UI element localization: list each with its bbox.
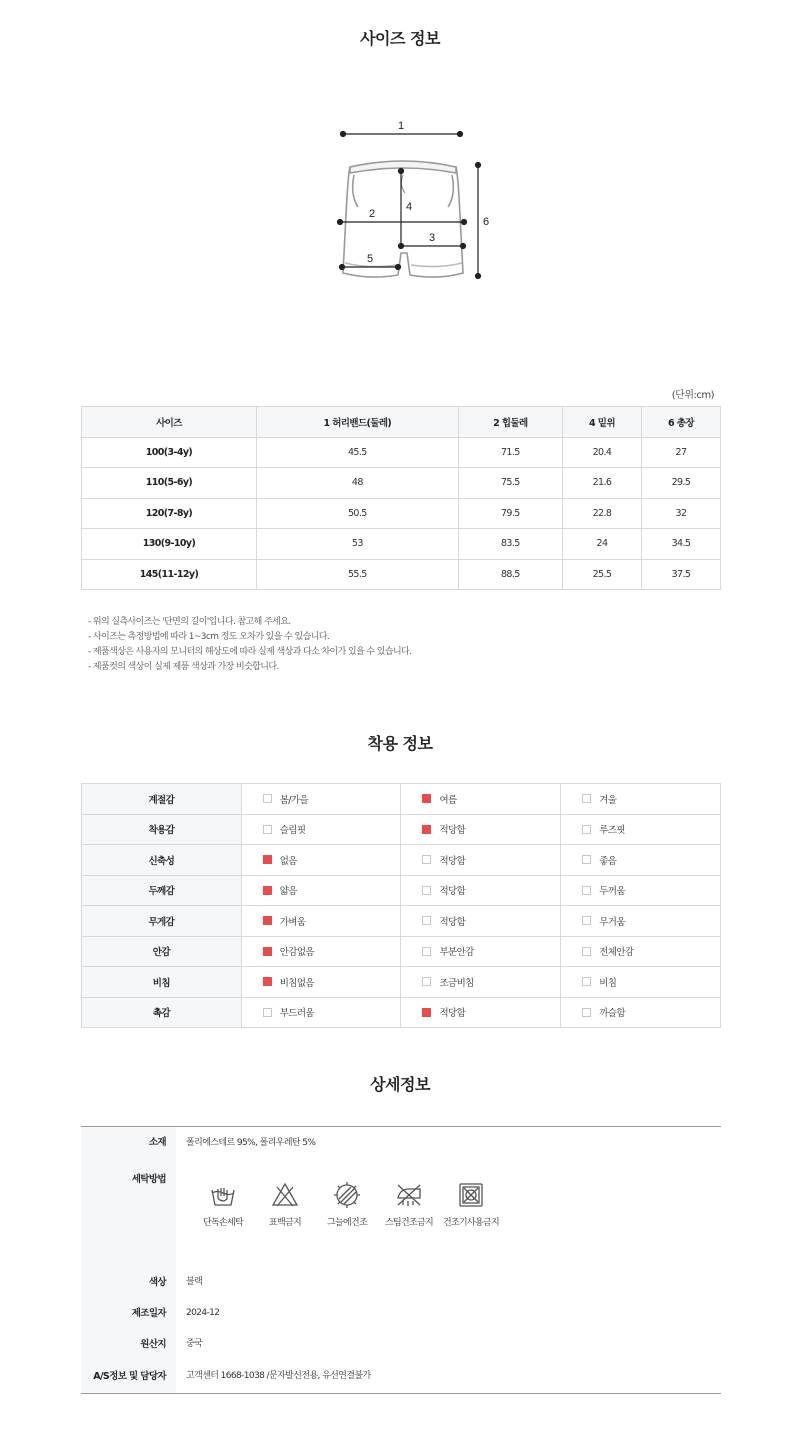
size-table — [81, 406, 721, 590]
fit-row — [82, 936, 721, 967]
detail-row-material — [81, 1127, 721, 1159]
cell-value: 32 — [641, 498, 720, 529]
no-bleach-item — [254, 1181, 316, 1228]
header-hip: 2 힙둘레 — [458, 407, 562, 438]
fit-option-label: 봄/가을 — [279, 794, 309, 806]
origin-label: 원산지 — [81, 1329, 176, 1360]
fit-option — [561, 814, 721, 845]
cell-value: 45.5 — [256, 437, 458, 468]
cell-value: 34.5 — [641, 529, 720, 560]
fit-option-label: 없음 — [279, 855, 297, 867]
checked-box-icon — [263, 977, 272, 986]
fit-option-label: 무거움 — [599, 916, 625, 928]
header-waistband: 1 허리밴드(둘레) — [256, 407, 458, 438]
size-table-header — [82, 407, 721, 438]
fit-option — [241, 845, 401, 876]
unchecked-box-icon — [582, 947, 591, 956]
checked-box-icon — [263, 916, 272, 925]
fit-row — [82, 814, 721, 845]
fit-row-label: 비침 — [82, 967, 242, 998]
fit-option-label: 두꺼움 — [599, 886, 625, 898]
fit-option-label: 좋음 — [599, 855, 617, 867]
wash-item-label: 그늘에건조 — [327, 1218, 367, 1228]
detail-info-title: 상세정보 — [370, 1075, 430, 1094]
fit-option — [561, 875, 721, 906]
detail-row-origin — [81, 1329, 721, 1360]
cell-value: 48 — [256, 468, 458, 499]
fit-option — [401, 814, 561, 845]
checked-box-icon — [263, 886, 272, 895]
wash-label: 세탁방법 — [81, 1159, 176, 1267]
fit-row — [82, 997, 721, 1028]
cell-value: 21.6 — [562, 468, 641, 499]
fit-option — [401, 784, 561, 815]
fit-row — [82, 875, 721, 906]
detail-row-color — [81, 1267, 721, 1298]
fit-row — [82, 784, 721, 815]
note-line: - 사이즈는 측정방법에 따라 1~3cm 정도 오차가 있을 수 있습니다. — [88, 632, 330, 642]
unit-label: (단위:cm) — [671, 390, 714, 401]
unchecked-box-icon — [582, 1008, 591, 1017]
cell-value: 55.5 — [256, 559, 458, 590]
hand-wash-icon — [209, 1181, 237, 1209]
cell-value: 22.8 — [562, 498, 641, 529]
note-line: - 위의 실측사이즈는 '단면의 길이'입니다. 참고해 주세요. — [88, 617, 291, 627]
unchecked-box-icon — [263, 1008, 272, 1017]
table-row — [82, 498, 721, 529]
note-line: - 제품색상은 사용자의 모니터의 해상도에 따라 실제 색상과 다소 차이가 있을 수 있습니다. — [88, 647, 412, 657]
diagram-label-6: 6 — [482, 216, 490, 228]
fit-option-label: 여름 — [439, 794, 457, 806]
fit-option — [241, 936, 401, 967]
wash-item-label: 단독손세탁 — [203, 1218, 243, 1228]
fit-option-label: 안감없음 — [279, 947, 315, 959]
date-value: 2024-12 — [186, 1308, 220, 1318]
cell-value: 71.5 — [458, 437, 562, 468]
fit-option — [561, 845, 721, 876]
cell-size: 130(9-10y) — [82, 529, 257, 560]
material-value: 폴리에스테르 95%, 폴리우레탄 5% — [186, 1138, 316, 1148]
unchecked-box-icon — [422, 977, 431, 986]
table-row — [82, 529, 721, 560]
diagram-label-4: 4 — [405, 201, 413, 213]
fit-option-label: 적당함 — [439, 886, 466, 898]
diagram-label-1: 1 — [397, 120, 405, 132]
fit-option-label: 적당함 — [439, 916, 466, 928]
unchecked-box-icon — [422, 916, 431, 925]
table-row — [82, 437, 721, 468]
fit-option-label: 전체안감 — [599, 947, 634, 959]
header-rise: 4 밑위 — [562, 407, 641, 438]
table-row — [82, 468, 721, 499]
fit-option — [401, 967, 561, 998]
origin-value: 중국 — [186, 1339, 203, 1349]
unchecked-box-icon — [422, 855, 431, 864]
checked-box-icon — [263, 947, 272, 956]
fit-option-label: 비침 — [599, 977, 617, 989]
wash-item-label: 스팀건조금지 — [385, 1218, 433, 1228]
checked-box-icon — [422, 794, 431, 803]
checked-box-icon — [263, 855, 272, 864]
fit-option — [401, 997, 561, 1028]
unchecked-box-icon — [582, 855, 591, 864]
cell-value: 53 — [256, 529, 458, 560]
fit-row-label: 두께감 — [82, 875, 242, 906]
detail-row-date — [81, 1298, 721, 1329]
fit-option-label: 슬림핏 — [279, 825, 306, 837]
fit-option — [401, 875, 561, 906]
fit-info-title: 착용 정보 — [367, 734, 433, 753]
unchecked-box-icon — [263, 794, 272, 803]
diagram-label-5: 5 — [366, 253, 374, 265]
cell-value: 25.5 — [562, 559, 641, 590]
cell-value: 20.4 — [562, 437, 641, 468]
shorts-measurement-diagram — [330, 115, 500, 290]
fit-row — [82, 967, 721, 998]
fit-option — [241, 906, 401, 937]
unchecked-box-icon — [582, 825, 591, 834]
no-steam-iron-item — [378, 1181, 440, 1228]
shade-dry-icon — [333, 1181, 361, 1209]
table-row — [82, 559, 721, 590]
fit-row-label: 안감 — [82, 936, 242, 967]
cell-value: 88.5 — [458, 559, 562, 590]
cell-value: 50.5 — [256, 498, 458, 529]
fit-option-label: 까슬함 — [599, 1008, 625, 1020]
checked-box-icon — [422, 825, 431, 834]
fit-row — [82, 845, 721, 876]
as-value: 고객센터 1668-1038 /문자발신전용, 유선연결불가 — [186, 1371, 371, 1381]
wash-values — [176, 1159, 721, 1267]
unchecked-box-icon — [582, 916, 591, 925]
cell-size: 120(7-8y) — [82, 498, 257, 529]
fit-option-label: 비침없음 — [279, 977, 315, 989]
no-steam-iron-icon — [395, 1181, 423, 1209]
wash-item-label: 건조기사용금지 — [443, 1218, 499, 1228]
diagram-label-2: 2 — [368, 208, 376, 220]
no-tumble-dry-icon — [457, 1181, 485, 1209]
fit-row-label: 신축성 — [82, 845, 242, 876]
cell-value: 75.5 — [458, 468, 562, 499]
cell-value: 29.5 — [641, 468, 720, 499]
fit-option — [241, 967, 401, 998]
note-line: - 제품컷의 색상이 실제 제품 색상과 가장 비슷합니다. — [88, 662, 279, 672]
fit-option — [561, 784, 721, 815]
date-label: 제조일자 — [81, 1298, 176, 1329]
cell-value: 79.5 — [458, 498, 562, 529]
cell-size: 100(3-4y) — [82, 437, 257, 468]
fit-row-label: 계절감 — [82, 784, 242, 815]
cell-value: 24 — [562, 529, 641, 560]
size-notes — [88, 615, 411, 675]
color-label: 색상 — [81, 1267, 176, 1298]
fit-option — [241, 875, 401, 906]
fit-option — [241, 814, 401, 845]
fit-option — [241, 997, 401, 1028]
cell-size: 145(11-12y) — [82, 559, 257, 590]
fit-option-label: 부분안감 — [439, 947, 474, 959]
fit-option — [561, 936, 721, 967]
fit-option-label: 얇음 — [279, 886, 297, 898]
diagram-label-3: 3 — [428, 232, 436, 244]
fit-option-label: 부드러움 — [279, 1008, 315, 1020]
fit-option — [401, 906, 561, 937]
fit-row — [82, 906, 721, 937]
color-value: 블랙 — [186, 1277, 203, 1287]
unchecked-box-icon — [582, 977, 591, 986]
fit-option-label: 적당함 — [439, 1008, 466, 1020]
cell-value: 37.5 — [641, 559, 720, 590]
fit-option-label: 적당함 — [439, 855, 466, 867]
as-label: A/S정보 및 담당자 — [81, 1360, 176, 1393]
unchecked-box-icon — [422, 886, 431, 895]
fit-option — [401, 845, 561, 876]
wash-item-label: 표백금지 — [269, 1218, 301, 1228]
material-label: 소재 — [81, 1127, 176, 1159]
fit-option — [561, 967, 721, 998]
detail-table — [81, 1126, 721, 1394]
shade-dry-item — [316, 1181, 378, 1228]
checked-box-icon — [422, 1008, 431, 1017]
fit-option-label: 조금비침 — [439, 977, 474, 989]
fit-row-label: 촉감 — [82, 997, 242, 1028]
fit-option — [241, 784, 401, 815]
cell-size: 110(5-6y) — [82, 468, 257, 499]
header-size: 사이즈 — [82, 407, 257, 438]
cell-value: 83.5 — [458, 529, 562, 560]
fit-option-label: 적당함 — [439, 825, 466, 837]
fit-option-label: 루즈핏 — [599, 825, 625, 837]
no-tumble-dry-item — [440, 1181, 502, 1228]
header-length: 6 총장 — [641, 407, 720, 438]
fit-option — [561, 997, 721, 1028]
no-bleach-icon — [271, 1181, 299, 1209]
unchecked-box-icon — [263, 825, 272, 834]
hand-wash-item — [192, 1181, 254, 1228]
unchecked-box-icon — [582, 886, 591, 895]
detail-row-as — [81, 1360, 721, 1393]
fit-option-label: 겨울 — [599, 794, 617, 806]
fit-row-label: 착용감 — [82, 814, 242, 845]
fit-table — [81, 783, 721, 1028]
unchecked-box-icon — [422, 947, 431, 956]
fit-option — [401, 936, 561, 967]
unchecked-box-icon — [582, 794, 591, 803]
size-info-title: 사이즈 정보 — [360, 29, 440, 48]
fit-row-label: 무게감 — [82, 906, 242, 937]
fit-option — [561, 906, 721, 937]
detail-row-wash — [81, 1159, 721, 1267]
fit-option-label: 가벼움 — [279, 916, 306, 928]
cell-value: 27 — [641, 437, 720, 468]
